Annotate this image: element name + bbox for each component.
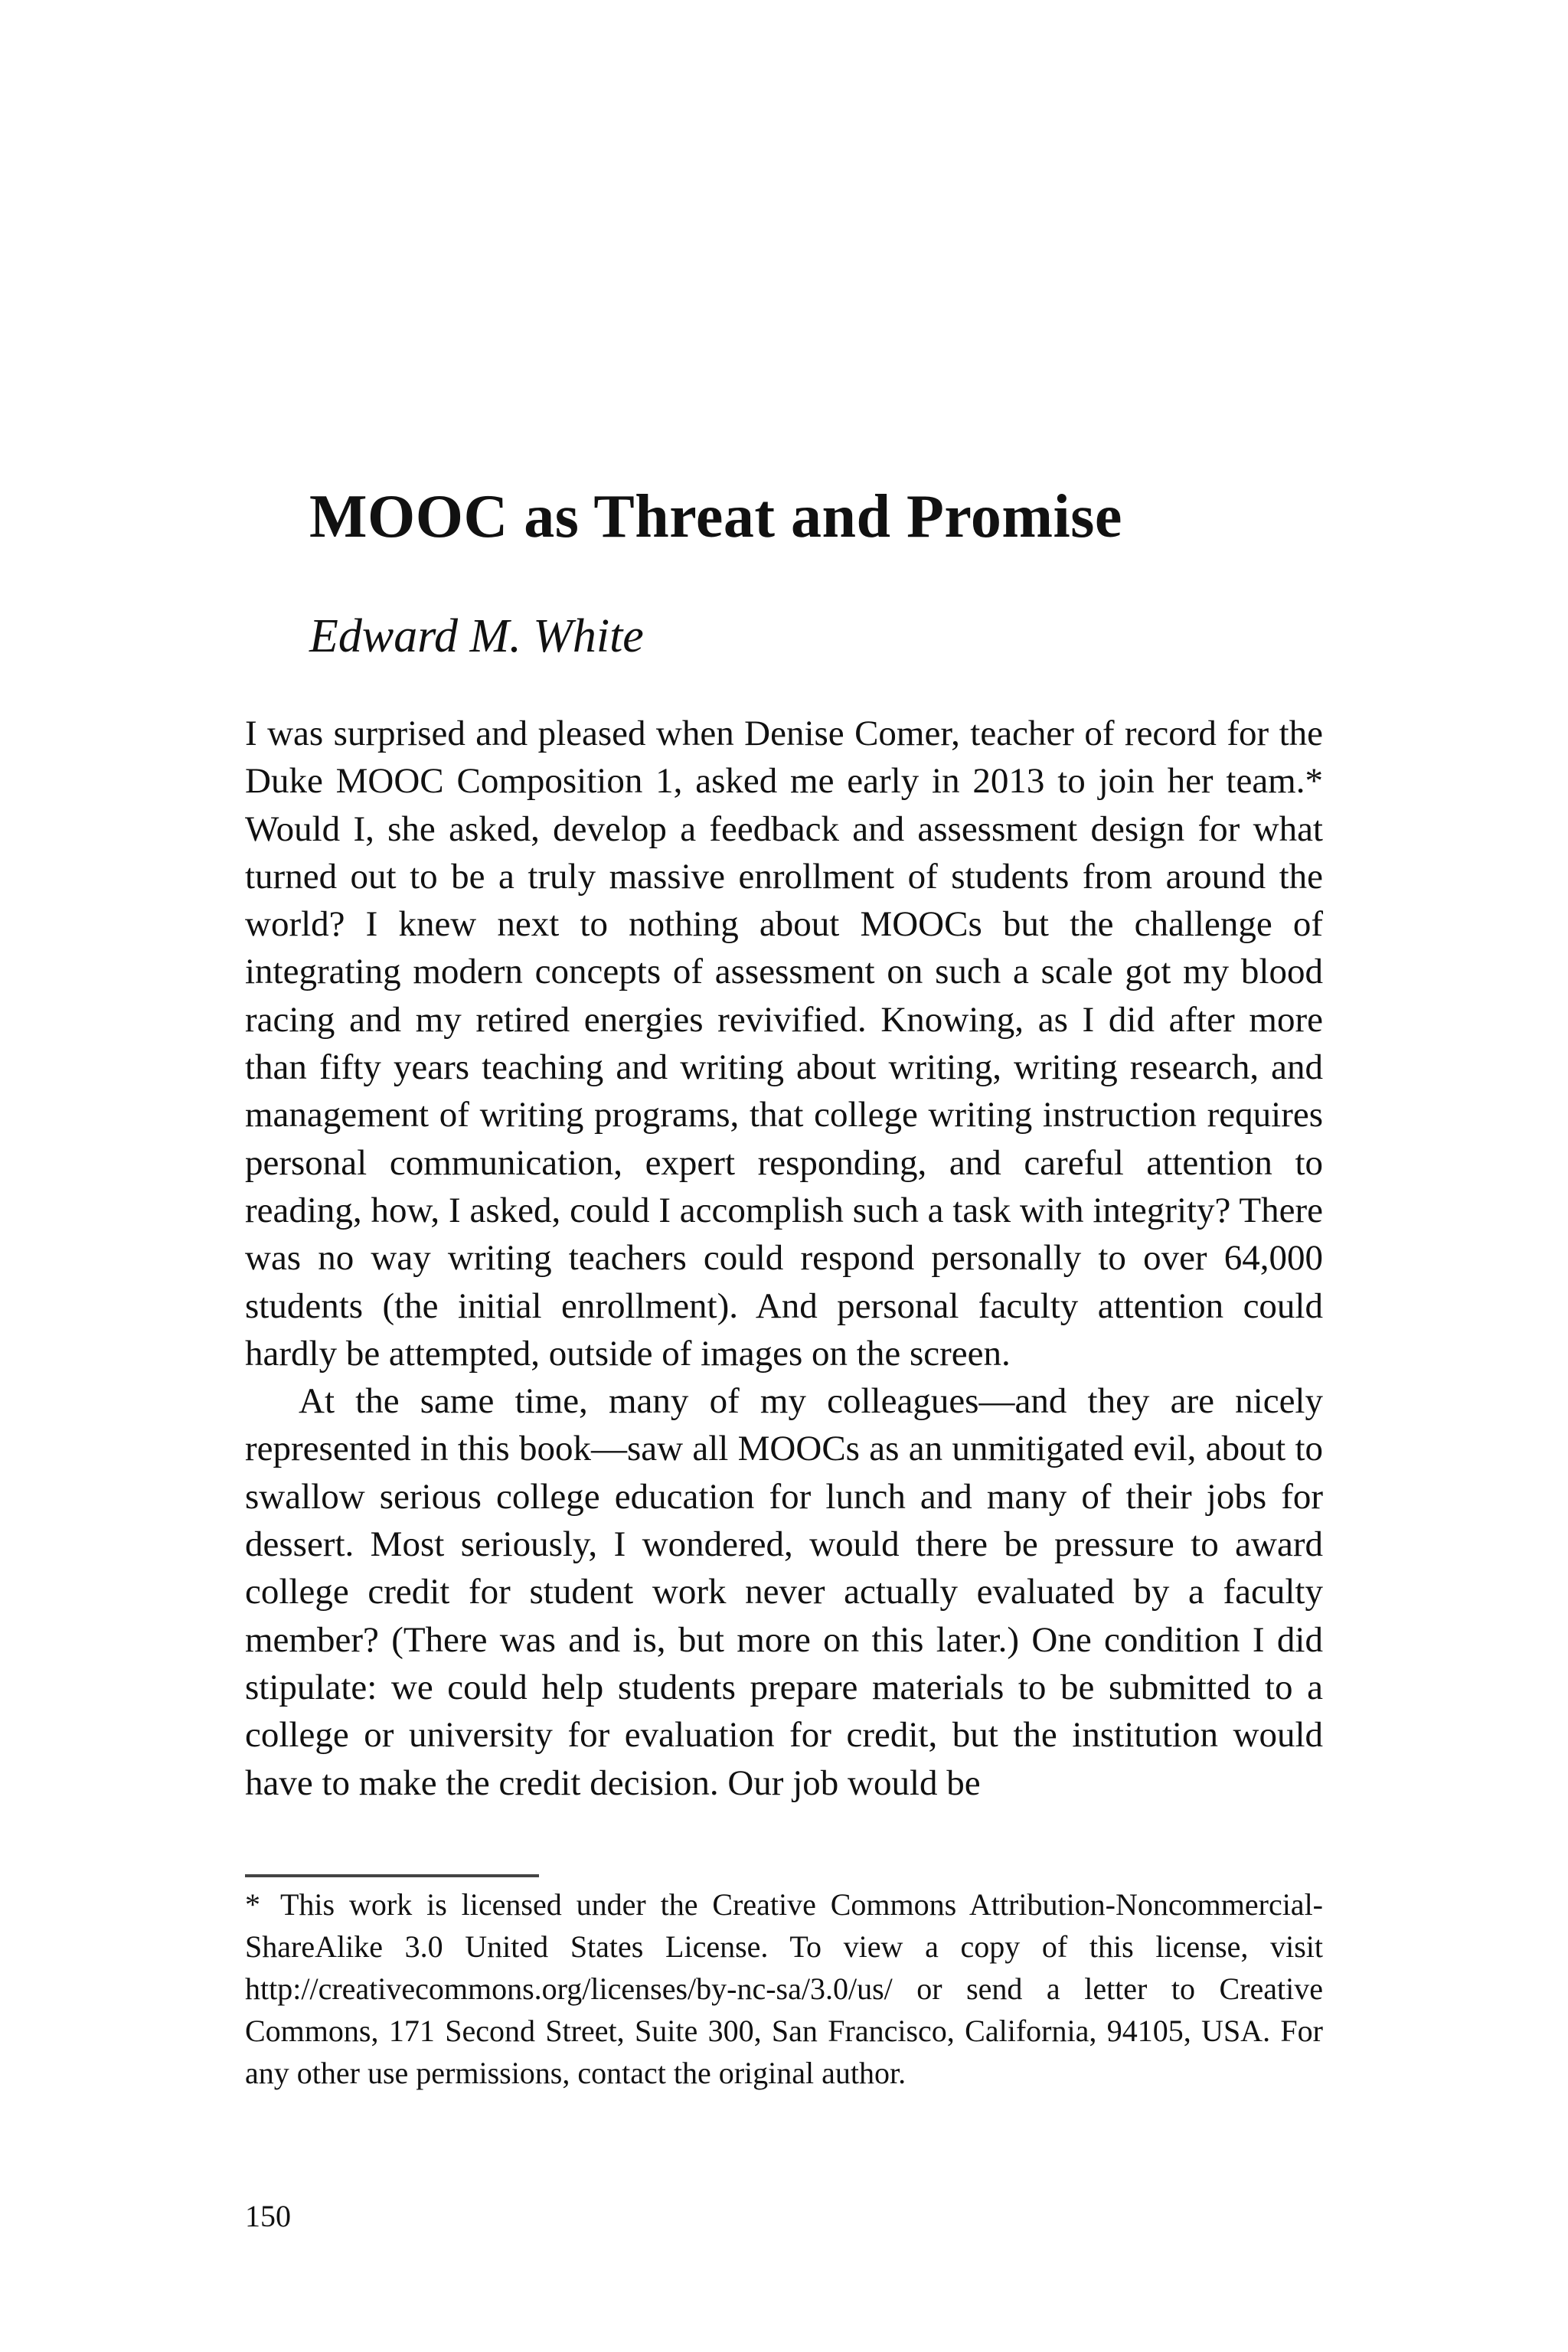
page-number: 150 [245,2199,291,2233]
footnote-text: This work is licensed under the Creative Commons Attribution-Noncommercial-ShareAlike 3.0 United States License. To view a copy of this license, visit http://creativecommons.org/licenses/by-nc-sa/3.0/us/ or send a letter to Creative Commons, 171 Second Street, Suite 300, San Francisco, California, 94105, USA. For any other use permissions, contact the original author. [245,1887,1323,2090]
footnote-marker: * [245,1887,260,1922]
footnote-divider [245,1874,539,1877]
body-text [245,710,1323,1807]
chapter-title: MOOC as Threat and Promise [309,483,1122,550]
body-paragraph-2: At the same time, many of my colleagues—and they are nicely represented in this book—saw all MOOCs as an unmitigated evil, about to swallow serious college education for lunch and many of their jobs for dessert. Most seriously, I wondered, would there be pressure to award college credit for student work never actually evaluated by a faculty member? (There was and is, but more on this later.) One condition I did stipulate: we could help students prepare materials to be submitted to a college or university for evaluation for credit, but the institution would have to make the credit decision. Our job would be [245,1381,1323,1803]
chapter-author: Edward M. White [309,610,644,662]
body-paragraph-1: I was surprised and pleased when Denise Comer, teacher of record for the Duke MOOC Composition 1, asked me early in 2013 to join her team.* Would I, she asked, develop a feedback and assessment design for what turned out to be a truly massive enrollment of students from around the world? I knew next to nothing about MOOCs but the challenge of integrating modern concepts of assessment on such a scale got my blood racing and my retired energies revivified. Knowing, as I did after more than fifty years teaching and writing about writing, writing research, and management of writing programs, that college writing instruction requires personal communication, expert responding, and careful attention to reading, how, I asked, could I accomplish such a task with integrity? There was no way writing teachers could respond personally to over 64,000 students (the initial enrollment). And personal faculty attention could hardly be attempted, outside of images on the screen. [245,714,1323,1374]
footnote [245,1883,1323,2094]
